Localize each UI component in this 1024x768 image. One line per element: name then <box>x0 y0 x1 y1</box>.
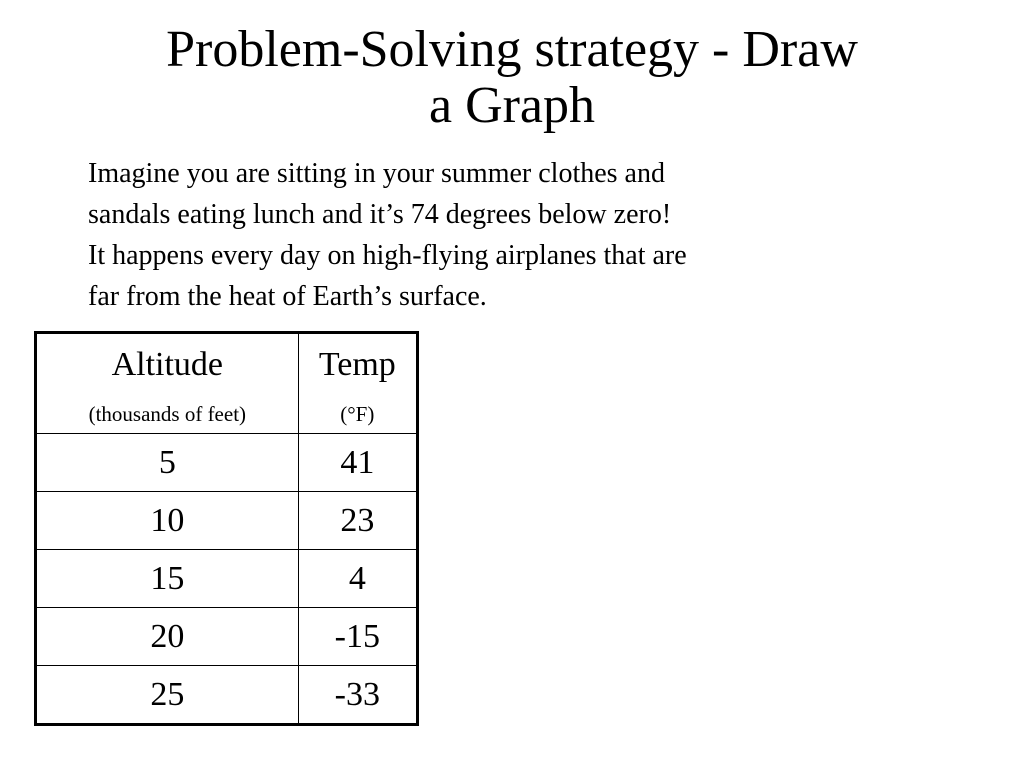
altitude-cell: 15 <box>36 550 299 608</box>
altitude-cell: 10 <box>36 492 299 550</box>
temp-header-unit: (°F) <box>340 402 375 426</box>
temp-cell: 23 <box>298 492 417 550</box>
altitude-header <box>36 333 299 434</box>
altitude-cell: 25 <box>36 666 299 725</box>
temp-header-label: Temp <box>318 346 396 383</box>
slide-title-line-1: Problem-Solving strategy - Draw <box>166 21 858 78</box>
slide-title-line-2: a Graph <box>428 77 596 134</box>
intro-line-3: It happens every day on high-flying airplanes that are <box>88 240 687 271</box>
table-row <box>36 492 418 550</box>
table-row <box>36 550 418 608</box>
altitude-temperature-table <box>34 331 419 726</box>
temp-cell: -15 <box>298 608 417 666</box>
intro-line-2: sandals eating lunch and it’s 74 degrees below zero! <box>88 199 672 230</box>
table-header-row <box>36 333 418 434</box>
altitude-cell: 20 <box>36 608 299 666</box>
table-row <box>36 434 418 492</box>
temp-header <box>298 333 417 434</box>
temp-cell: -33 <box>298 666 417 725</box>
altitude-header-label: Altitude <box>111 346 224 383</box>
altitude-header-unit: (thousands of feet) <box>88 402 247 426</box>
temp-cell: 4 <box>298 550 417 608</box>
intro-paragraph <box>88 153 848 317</box>
altitude-cell: 5 <box>36 434 299 492</box>
slide-title <box>60 22 964 134</box>
temp-cell: 41 <box>298 434 417 492</box>
intro-line-1: Imagine you are sitting in your summer clothes and <box>88 158 665 189</box>
table-row <box>36 608 418 666</box>
table-row <box>36 666 418 725</box>
intro-line-4: far from the heat of Earth’s surface. <box>88 281 487 312</box>
